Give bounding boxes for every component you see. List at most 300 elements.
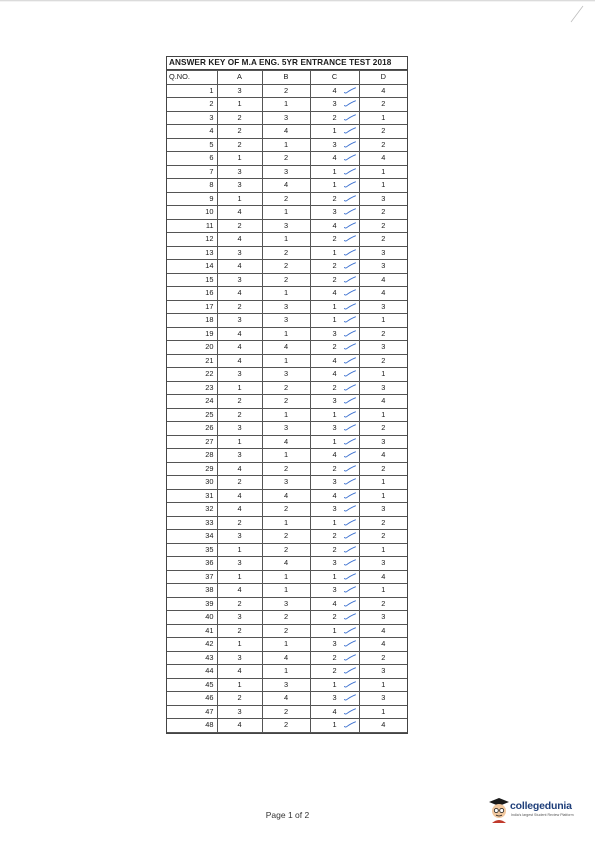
answer-set-a xyxy=(217,530,262,544)
handwritten-tick-icon xyxy=(344,168,356,175)
answer-set-b xyxy=(262,368,310,382)
table-row xyxy=(167,557,407,571)
answer-set-a xyxy=(217,692,262,706)
question-number-value: 9 xyxy=(209,193,214,203)
table-row xyxy=(167,233,407,247)
answer-set-c xyxy=(310,314,359,328)
answer-set-d xyxy=(359,530,407,544)
answer-set-b-value: 1 xyxy=(283,666,289,675)
answer-set-d xyxy=(359,327,407,341)
answer-set-a-value: 4 xyxy=(237,585,242,594)
question-number xyxy=(167,314,217,328)
answer-set-d xyxy=(359,341,407,355)
answer-set-c-value: 3 xyxy=(332,99,337,108)
table-row xyxy=(167,219,407,233)
handwritten-tick-icon xyxy=(344,262,356,269)
answer-set-a xyxy=(217,233,262,247)
question-number-value: 27 xyxy=(205,436,214,446)
answer-set-d xyxy=(359,503,407,517)
answer-set-a xyxy=(217,611,262,625)
answer-set-d-value: 1 xyxy=(381,180,386,189)
answer-set-a xyxy=(217,98,262,112)
answer-set-b xyxy=(262,381,310,395)
answer-set-d xyxy=(359,111,407,125)
answer-set-d-value: 4 xyxy=(381,450,386,459)
answer-set-c xyxy=(310,449,359,463)
question-number xyxy=(167,152,217,166)
question-number xyxy=(167,435,217,449)
answer-set-c xyxy=(310,516,359,530)
question-number-value: 23 xyxy=(205,382,214,392)
answer-set-b xyxy=(262,719,310,733)
answer-set-d-value: 3 xyxy=(381,193,386,203)
answer-set-a xyxy=(217,543,262,557)
answer-set-c-value: 3 xyxy=(332,328,337,338)
answer-set-b-value: 1 xyxy=(283,288,289,297)
table-row xyxy=(167,341,407,355)
handwritten-tick-icon xyxy=(344,600,356,607)
question-number-value: 33 xyxy=(205,517,214,527)
question-number-value: 38 xyxy=(205,585,214,594)
answer-set-b xyxy=(262,354,310,368)
question-number xyxy=(167,597,217,611)
table-row xyxy=(167,624,407,638)
answer-set-c-value: 4 xyxy=(332,706,337,716)
answer-set-b-value: 2 xyxy=(283,396,289,405)
answer-set-b xyxy=(262,651,310,665)
answer-set-a-value: 2 xyxy=(237,477,242,486)
answer-set-d xyxy=(359,287,407,301)
answer-set-d xyxy=(359,138,407,152)
answer-set-b-value: 2 xyxy=(283,720,289,729)
answer-set-a xyxy=(217,368,262,382)
answer-set-d-value: 3 xyxy=(381,301,386,311)
handwritten-tick-icon xyxy=(344,222,356,229)
answer-set-c-value: 3 xyxy=(332,693,337,702)
handwritten-tick-icon xyxy=(344,721,356,728)
answer-set-d xyxy=(359,570,407,584)
table-row xyxy=(167,476,407,490)
answer-set-d-value: 1 xyxy=(381,544,386,554)
table-row xyxy=(167,287,407,301)
answer-key-sheet xyxy=(166,56,408,734)
answer-set-b-value: 4 xyxy=(283,126,289,135)
answer-key-table xyxy=(167,70,407,733)
handwritten-tick-icon xyxy=(344,411,356,418)
answer-set-a-value: 3 xyxy=(237,423,242,432)
answer-set-d-value: 1 xyxy=(381,409,386,419)
answer-set-c xyxy=(310,341,359,355)
answer-set-d-value: 4 xyxy=(381,625,386,635)
answer-set-b-value: 1 xyxy=(283,355,289,365)
answer-set-a-value: 2 xyxy=(237,517,242,527)
table-row xyxy=(167,503,407,517)
answer-set-b xyxy=(262,84,310,98)
table-row xyxy=(167,584,407,598)
answer-set-a xyxy=(217,476,262,490)
answer-set-c xyxy=(310,705,359,719)
answer-set-d xyxy=(359,638,407,652)
question-number-value: 17 xyxy=(205,301,214,311)
question-number-value: 26 xyxy=(205,423,214,432)
question-number-value: 3 xyxy=(209,112,214,122)
answer-set-c-value: 1 xyxy=(332,315,337,324)
table-row xyxy=(167,300,407,314)
question-number-value: 10 xyxy=(205,207,214,216)
column-header-a: A xyxy=(217,71,262,85)
handwritten-tick-icon xyxy=(344,573,356,580)
answer-set-a-value: 1 xyxy=(237,679,242,689)
answer-set-d xyxy=(359,557,407,571)
answer-set-c-value: 1 xyxy=(332,409,337,419)
question-number xyxy=(167,300,217,314)
answer-set-d-value: 3 xyxy=(381,666,386,675)
handwritten-tick-icon xyxy=(344,370,356,377)
question-number xyxy=(167,165,217,179)
table-row xyxy=(167,246,407,260)
answer-set-a-value: 1 xyxy=(237,436,242,446)
answer-set-d xyxy=(359,408,407,422)
answer-set-d-value: 3 xyxy=(381,693,386,702)
answer-set-c xyxy=(310,651,359,665)
answer-set-a xyxy=(217,381,262,395)
answer-set-c-value: 2 xyxy=(332,666,337,675)
handwritten-tick-icon xyxy=(344,465,356,472)
answer-set-d xyxy=(359,368,407,382)
table-row xyxy=(167,327,407,341)
handwritten-tick-icon xyxy=(344,303,356,310)
table-row xyxy=(167,611,407,625)
question-number xyxy=(167,516,217,530)
answer-set-d xyxy=(359,462,407,476)
answer-set-b xyxy=(262,287,310,301)
column-header-b: B xyxy=(262,71,310,85)
answer-set-b xyxy=(262,192,310,206)
question-number-value: 31 xyxy=(205,490,214,500)
answer-set-c xyxy=(310,624,359,638)
answer-set-a-value: 4 xyxy=(237,342,242,351)
answer-set-a-value: 1 xyxy=(237,571,242,581)
question-number xyxy=(167,179,217,193)
answer-set-a-value: 4 xyxy=(237,666,242,675)
answer-set-c xyxy=(310,503,359,517)
answer-set-d-value: 3 xyxy=(381,436,386,446)
answer-set-b-value: 2 xyxy=(283,706,289,716)
table-row xyxy=(167,381,407,395)
answer-set-a xyxy=(217,638,262,652)
answer-set-d-value: 1 xyxy=(381,166,386,176)
table-row xyxy=(167,138,407,152)
answer-set-a-value: 2 xyxy=(237,598,242,608)
answer-set-d xyxy=(359,516,407,530)
answer-set-c xyxy=(310,530,359,544)
answer-set-d-value: 1 xyxy=(381,477,386,486)
question-number xyxy=(167,422,217,436)
answer-set-b xyxy=(262,219,310,233)
answer-set-c-value: 1 xyxy=(332,436,337,446)
handwritten-tick-icon xyxy=(344,235,356,242)
question-number-value: 36 xyxy=(205,558,214,567)
question-number xyxy=(167,624,217,638)
answer-set-a xyxy=(217,327,262,341)
answer-set-c xyxy=(310,597,359,611)
answer-set-d-value: 2 xyxy=(381,652,386,662)
answer-set-c-value: 1 xyxy=(332,625,337,635)
answer-set-c xyxy=(310,219,359,233)
answer-set-c xyxy=(310,476,359,490)
page-number: Page 1 of 2 xyxy=(265,810,310,820)
answer-set-b xyxy=(262,692,310,706)
answer-set-b-value: 3 xyxy=(283,112,289,122)
answer-set-c-value: 3 xyxy=(332,639,337,648)
answer-set-c xyxy=(310,570,359,584)
question-number-value: 4 xyxy=(209,126,214,135)
answer-set-a-value: 3 xyxy=(237,85,242,95)
question-number-value: 16 xyxy=(205,288,214,297)
answer-set-b xyxy=(262,152,310,166)
handwritten-tick-icon xyxy=(344,181,356,188)
answer-set-a-value: 3 xyxy=(237,558,242,567)
handwritten-tick-icon xyxy=(344,276,356,283)
answer-set-d xyxy=(359,246,407,260)
answer-set-a xyxy=(217,111,262,125)
answer-set-c-value: 2 xyxy=(332,261,337,270)
answer-set-d xyxy=(359,179,407,193)
answer-set-a-value: 4 xyxy=(237,234,242,243)
handwritten-tick-icon xyxy=(344,667,356,674)
answer-set-a xyxy=(217,152,262,166)
answer-set-b-value: 3 xyxy=(283,369,289,378)
answer-set-c xyxy=(310,206,359,220)
answer-set-c-value: 2 xyxy=(332,544,337,554)
answer-set-d-value: 4 xyxy=(381,274,386,284)
answer-set-b xyxy=(262,179,310,193)
answer-set-b-value: 2 xyxy=(283,153,289,162)
answer-set-a xyxy=(217,354,262,368)
answer-set-b xyxy=(262,395,310,409)
answer-set-c-value: 3 xyxy=(332,504,337,513)
handwritten-tick-icon xyxy=(344,289,356,296)
answer-set-d-value: 2 xyxy=(381,99,386,108)
answer-set-d xyxy=(359,273,407,287)
answer-set-b xyxy=(262,341,310,355)
answer-set-d xyxy=(359,219,407,233)
answer-set-b xyxy=(262,584,310,598)
answer-set-a-value: 3 xyxy=(237,706,242,716)
answer-set-d-value: 2 xyxy=(381,220,386,230)
question-number-value: 15 xyxy=(205,274,214,284)
answer-set-c-value: 4 xyxy=(332,288,337,297)
answer-set-a xyxy=(217,206,262,220)
handwritten-tick-icon xyxy=(344,424,356,431)
answer-set-d xyxy=(359,300,407,314)
logo-wordmark: collegedunia xyxy=(510,800,572,812)
question-number xyxy=(167,651,217,665)
answer-set-b xyxy=(262,543,310,557)
answer-set-a xyxy=(217,273,262,287)
answer-set-d-value: 4 xyxy=(381,288,386,297)
question-number-value: 47 xyxy=(205,706,214,716)
answer-set-a-value: 2 xyxy=(237,220,242,230)
answer-set-d xyxy=(359,651,407,665)
answer-set-a xyxy=(217,435,262,449)
answer-set-b-value: 4 xyxy=(283,180,289,189)
answer-set-d-value: 1 xyxy=(381,679,386,689)
question-number-value: 46 xyxy=(205,693,214,702)
question-number xyxy=(167,408,217,422)
handwritten-tick-icon xyxy=(344,208,356,215)
answer-set-d xyxy=(359,260,407,274)
answer-set-a-value: 3 xyxy=(237,450,242,459)
answer-set-b-value: 3 xyxy=(283,220,289,230)
answer-set-d-value: 3 xyxy=(381,261,386,270)
answer-set-a-value: 3 xyxy=(237,180,242,189)
answer-set-a xyxy=(217,314,262,328)
answer-set-a-value: 3 xyxy=(237,531,242,540)
answer-set-d-value: 4 xyxy=(381,153,386,162)
question-number-value: 8 xyxy=(209,180,214,189)
question-number-value: 18 xyxy=(205,315,214,324)
question-number xyxy=(167,489,217,503)
answer-set-a-value: 4 xyxy=(237,261,242,270)
question-number xyxy=(167,219,217,233)
answer-set-a xyxy=(217,624,262,638)
answer-set-d-value: 2 xyxy=(381,139,386,149)
answer-set-c-value: 3 xyxy=(332,423,337,432)
answer-set-d xyxy=(359,543,407,557)
answer-set-a xyxy=(217,138,262,152)
answer-set-d xyxy=(359,354,407,368)
column-header-d: D xyxy=(359,71,407,85)
question-number-value: 12 xyxy=(205,234,214,243)
answer-set-c-value: 2 xyxy=(332,112,337,122)
answer-set-b xyxy=(262,273,310,287)
question-number xyxy=(167,98,217,112)
answer-set-a xyxy=(217,395,262,409)
answer-set-a xyxy=(217,489,262,503)
column-header-c: C xyxy=(310,71,359,85)
answer-set-a-value: 1 xyxy=(237,153,242,162)
answer-set-d xyxy=(359,422,407,436)
answer-set-b-value: 1 xyxy=(283,234,289,243)
answer-set-a xyxy=(217,165,262,179)
answer-set-c xyxy=(310,84,359,98)
table-row xyxy=(167,435,407,449)
answer-set-b xyxy=(262,435,310,449)
answer-set-d-value: 2 xyxy=(381,328,386,338)
answer-set-b-value: 1 xyxy=(283,139,289,149)
answer-set-d xyxy=(359,125,407,139)
answer-set-b xyxy=(262,408,310,422)
table-row xyxy=(167,273,407,287)
answer-set-a xyxy=(217,341,262,355)
answer-set-c-value: 2 xyxy=(332,463,337,473)
table-row xyxy=(167,678,407,692)
answer-set-b xyxy=(262,260,310,274)
handwritten-tick-icon xyxy=(344,559,356,566)
answer-set-b xyxy=(262,476,310,490)
question-number-value: 29 xyxy=(205,463,214,473)
answer-set-a-value: 4 xyxy=(237,490,242,500)
answer-set-a-value: 2 xyxy=(237,409,242,419)
question-number xyxy=(167,476,217,490)
question-number-value: 25 xyxy=(205,409,214,419)
answer-set-b-value: 1 xyxy=(283,517,289,527)
table-row xyxy=(167,692,407,706)
answer-set-c xyxy=(310,300,359,314)
answer-set-b xyxy=(262,422,310,436)
question-number-value: 45 xyxy=(205,679,214,689)
answer-set-c xyxy=(310,584,359,598)
answer-set-c-value: 3 xyxy=(332,396,337,405)
answer-set-d xyxy=(359,611,407,625)
answer-set-d xyxy=(359,449,407,463)
answer-set-c xyxy=(310,192,359,206)
question-number-value: 21 xyxy=(205,355,214,365)
question-number xyxy=(167,678,217,692)
answer-set-d xyxy=(359,665,407,679)
answer-set-a xyxy=(217,516,262,530)
handwritten-tick-icon xyxy=(344,195,356,202)
handwritten-tick-icon xyxy=(344,127,356,134)
question-number-value: 41 xyxy=(205,625,214,635)
table-header-row xyxy=(167,71,407,85)
question-number xyxy=(167,705,217,719)
question-number xyxy=(167,692,217,706)
question-number-value: 11 xyxy=(205,220,214,230)
question-number xyxy=(167,138,217,152)
handwritten-tick-icon xyxy=(344,141,356,148)
answer-set-b-value: 1 xyxy=(283,639,289,648)
answer-set-c-value: 1 xyxy=(332,180,337,189)
answer-set-c-value: 3 xyxy=(332,139,337,149)
table-row xyxy=(167,395,407,409)
table-row xyxy=(167,408,407,422)
answer-set-a xyxy=(217,219,262,233)
question-number-value: 1 xyxy=(209,85,214,95)
answer-set-d-value: 2 xyxy=(381,463,386,473)
answer-set-b xyxy=(262,246,310,260)
logo-tagline: India's largest Student Review Platform xyxy=(511,813,574,817)
answer-set-b xyxy=(262,516,310,530)
answer-set-c xyxy=(310,98,359,112)
answer-set-a-value: 2 xyxy=(237,396,242,405)
answer-set-b-value: 1 xyxy=(283,571,289,581)
answer-set-c-value: 4 xyxy=(332,85,337,95)
answer-set-c xyxy=(310,152,359,166)
question-number-value: 40 xyxy=(205,612,214,621)
answer-set-c xyxy=(310,165,359,179)
question-number-value: 35 xyxy=(205,544,214,554)
answer-set-a-value: 3 xyxy=(237,166,242,176)
answer-set-a xyxy=(217,125,262,139)
answer-set-d xyxy=(359,84,407,98)
table-row xyxy=(167,368,407,382)
answer-set-d-value: 2 xyxy=(381,355,386,365)
table-row xyxy=(167,179,407,193)
question-number-value: 13 xyxy=(205,247,214,257)
answer-set-c xyxy=(310,435,359,449)
answer-set-b xyxy=(262,462,310,476)
handwritten-tick-icon xyxy=(344,532,356,539)
answer-set-d-value: 4 xyxy=(381,720,386,729)
answer-set-a xyxy=(217,422,262,436)
answer-set-b-value: 2 xyxy=(283,382,289,392)
answer-set-d-value: 3 xyxy=(381,342,386,351)
answer-set-c-value: 4 xyxy=(332,598,337,608)
answer-set-c-value: 4 xyxy=(332,220,337,230)
collegedunia-logo xyxy=(488,796,588,826)
